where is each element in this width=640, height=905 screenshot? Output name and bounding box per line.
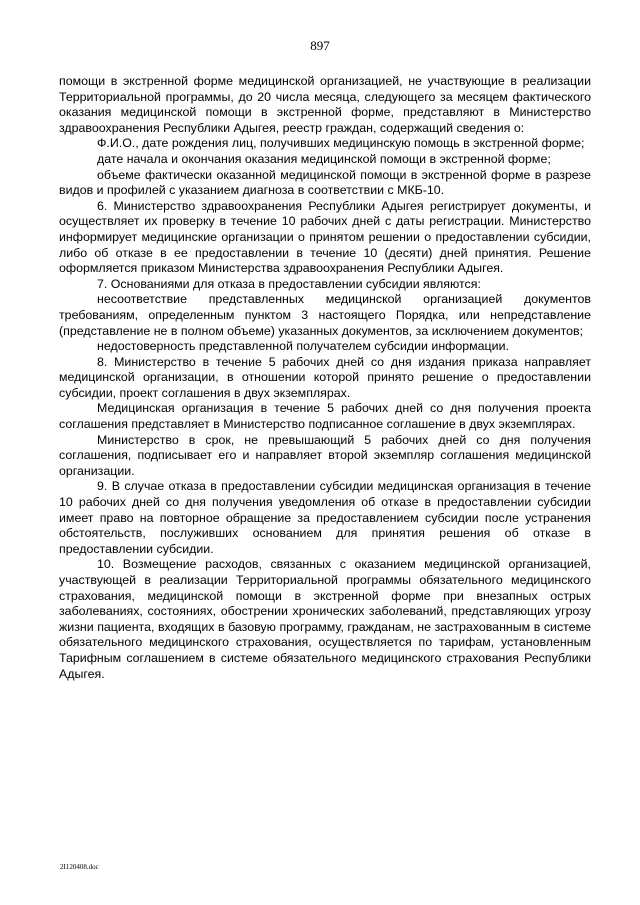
paragraph: недостоверность представленной получателем субсидии информации.	[97, 339, 509, 354]
paragraph: объеме фактически оказанной медицинской помощи в экстренной форме в разрезе видов и профилей с указанием диагноза в соответствии с МКБ-10.	[59, 167, 591, 198]
paragraph: 8. Министерство в течение 5 рабочих дней со дня издания приказа направляет медицинской организации, в отношении которой принято решение о предоставлении субсидии, проект соглашения в двух экземплярах.	[59, 354, 591, 400]
paragraph: дате начала и окончания оказания медицинской помощи в экстренной форме;	[97, 151, 551, 166]
paragraph: 7. Основаниями для отказа в предоставлении субсидии являются:	[97, 276, 481, 291]
paragraph: Министерство в срок, не превышающий 5 рабочих дней со дня получения соглашения, подписывает его и направляет второй экземпляр соглашения медицинской организации.	[59, 432, 591, 478]
paragraph: 6. Министерство здравоохранения Республики Адыгея регистрирует документы, и осуществляет их проверку в течение 10 рабочих дней с даты регистрации. Министерство информирует медицинские организации о принятом решении о предоставлении субсидии, либо об отказе в ее предоставлении в течение 10 (десяти) дней принятия. Решение оформляется приказом Министерства здравоохранения Республики Адыгея.	[59, 198, 591, 276]
footer-file-code: 2I120408.doc	[60, 863, 99, 871]
paragraph: 9. В случае отказа в предоставлении субсидии медицинская организация в течение 10 рабочих дней со дня получения уведомления об отказе в предоставлении субсидии имеет право на повторное обращение за предоставлением субсидии после устранения обстоятельств, послуживших основанием для принятия решения об отказе в предоставлении субсидии.	[59, 479, 591, 556]
document-body	[59, 74, 591, 682]
paragraph: Медицинская организация в течение 5 рабочих дней со дня получения проекта соглашения представляет в Министерство подписанное соглашение в двух экземплярах.	[59, 401, 591, 432]
paragraph: несоответствие представленных медицинской организацией документов требованиям, определенным пунктом 3 настоящего Порядка, или непредставление (представление не в полном объеме) указанных документов, за исключением документов;	[59, 292, 591, 338]
page-number: 897	[310, 38, 330, 53]
paragraph: помощи в экстренной форме медицинской организацией, не участвующие в реализации Территориальной программы, до 20 числа месяца, следующего за месяцем фактического оказания медицинской помощи в экстренной форме, представляют в Министерство здравоохранения Республики Адыгея, реестр граждан, содержащий сведения о:	[59, 74, 591, 135]
paragraph: Ф.И.О., дате рождения лиц, получивших медицинскую помощь в экстренной форме;	[97, 136, 585, 151]
paragraph: 10. Возмещение расходов, связанных с оказанием медицинской организацией, участвующей в реализации Территориальной программы обязательного медицинского страхования, медицинской помощи в экстренной форме при внезапных острых заболеваниях, состояниях, обострении хронических заболеваний, представляющих угрозу жизни пациента, входящих в базовую программу, гражданам, не застрахованным в системе обязательного медицинского страхования, осуществляется по тарифам, установленным Тарифным соглашением в системе обязательного медицинского страхования Республики Адыгея.	[59, 557, 591, 681]
